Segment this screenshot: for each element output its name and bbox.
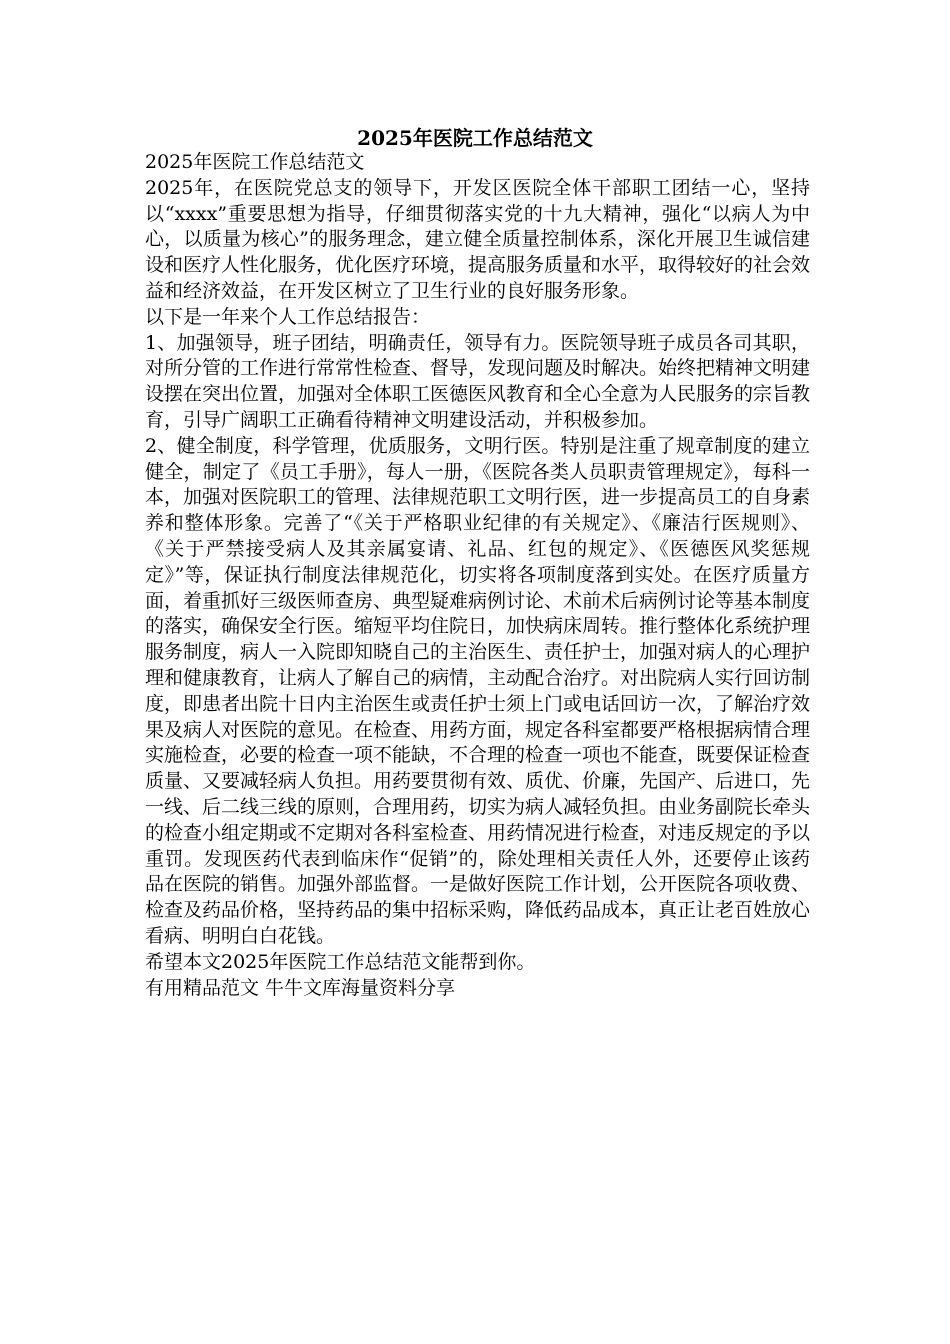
footer-paragraph: 有用精品范文 牛牛文库海量资料分享	[145, 976, 456, 999]
document-body	[145, 150, 810, 1001]
subtitle-paragraph: 2025年医院工作总结范文	[145, 151, 365, 173]
document-title: 2025年医院工作总结范文	[357, 126, 593, 150]
intro-paragraph: 2025年，在医院党总支的领导下，开发区医院全体干部职工团结一心，坚持以“xxxx”重要思想为指导，仔细贯彻落实党的十九大精神，强化“以病人为中心，以质量为核心”的服务理念，建立健全质量控制体系，深化开展卫生诚信建设和医疗人性化服务，优化医疗环境，提高服务质量和水平，取得较好的社会效益和经济效益，在开发区树立了卫生行业的良好服务形象。	[145, 176, 811, 302]
report-lead-paragraph: 以下是一年来个人工作总结报告：	[145, 305, 431, 328]
closing-paragraph: 希望本文2025年医院工作总结范文能帮到你。	[145, 950, 536, 973]
section-2-paragraph: 2、健全制度，科学管理，优质服务，文明行医。特别是注重了规章制度的建立健全，制定了《员工手册》，每人一册，《医院各类人员职责管理规定》，每科一本，加强对医院职工的管理、法律规范职工文明行医，进一步提高员工的自身素养和整体形象。完善了“《关于严格职业纪律的有关规定》、《廉洁行医规则》、《关于严禁接受病人及其亲属宴请、礼品、红包的规定》、《医德医风奖惩规定》”等，保证执行制度法律规范化，切实将各项制度落到实处。在医疗质量方面，着重抓好三级医师查房、典型疑难病例讨论、术前术后病例讨论等基本制度的落实，确保安全行医。缩短平均住院日，加快病床周转。推行整体化系统护理服务制度，病人一入院即知晓自己的主治医生、责任护士，加强对病人的心理护理和健康教育，让病人了解自己的病情，主动配合治疗。对出院病人实行回访制度，即患者出院十日内主治医生或责任护士须上门或电话回访一次，了解治疗效果及病人对医院的意见。在检查、用药方面，规定各科室都要严格根据病情合理实施检查，必要的检查一项不能缺，不合理的检查一项也不能查，既要保证检查质量、又要减轻病人负担。用药要贯彻有效、质优、价廉，先国产、后进口，先一线、后二线三线的原则，合理用药，切实为病人减轻负担。由业务副院长牵头的检查小组定期或不定期对各科室检查、用药情况进行检查，对违反规定的予以重罚。发现医药代表到临床作“促销”的，除处理相关责任人外，还要停止该药品在医院的销售。加强外部监督。一是做好医院工作计划，公开医院各项收费、检查及药品价格，坚持药品的集中招标采购，降低药品成本，真正让老百姓放心看病、明明白白花钱。	[145, 434, 811, 947]
section-1-paragraph: 1、加强领导，班子团结，明确责任，领导有力。医院领导班子成员各司其职，对所分管的工作进行常常性检查、督导，发现问题及时解决。始终把精神文明建设摆在突出位置，加强对全体职工医德医风教育和全心全意为人民服务的宗旨教育，引导广阔职工正确看待精神文明建设活动，并积极参加。	[145, 331, 811, 431]
